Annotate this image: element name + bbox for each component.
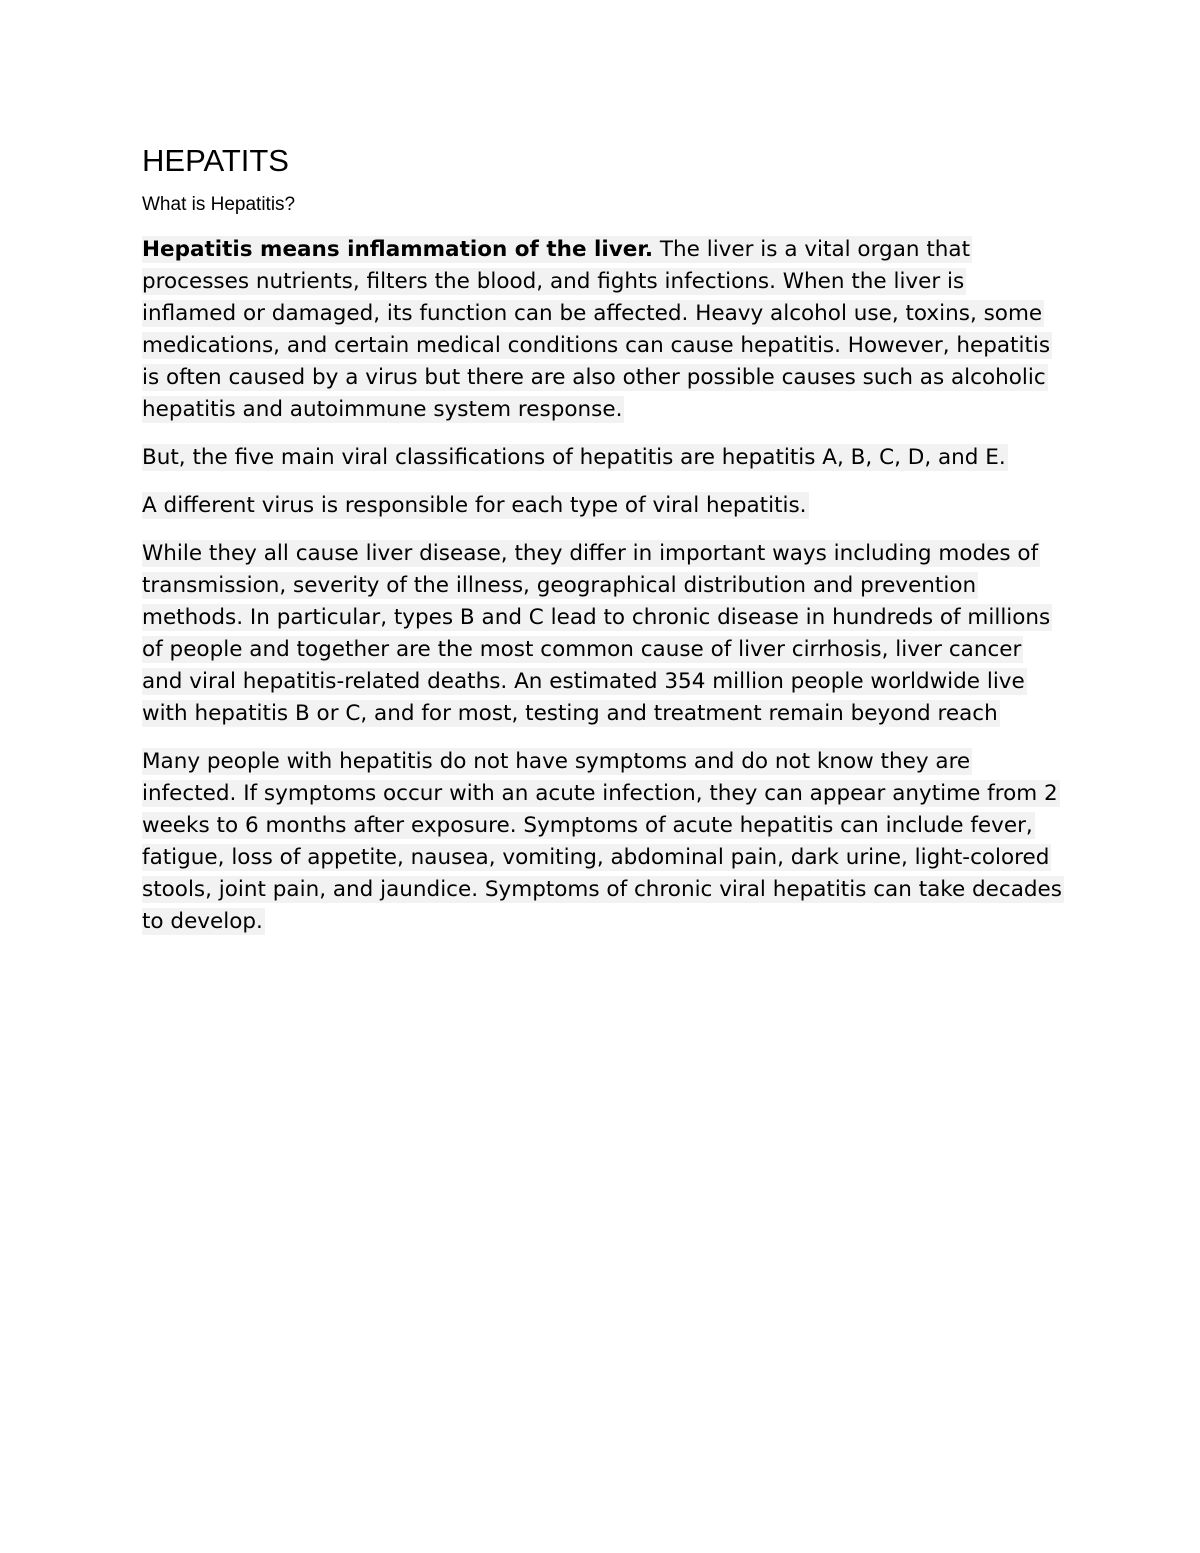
paragraph-symptoms <box>142 746 1062 938</box>
paragraph-differences <box>142 538 1062 730</box>
paragraph-virus-types-text: A different virus is responsible for each type of viral hepatitis. <box>142 493 807 518</box>
paragraph-definition <box>142 234 1062 426</box>
document-subtitle: What is Hepatitis? <box>142 194 296 215</box>
document-title: HEPATITS <box>142 143 289 178</box>
paragraph-classifications <box>142 442 1062 474</box>
paragraph-symptoms-text: Many people with hepatitis do not have symptoms and do not know they are infected. If symptoms occur with an acute infection, they can appear anytime from 2 weeks to 6 months after exposure. Symptoms of acute hepatitis can include fever, fatigue, loss of appetite, nausea, vomiting, abdominal pain, dark urine, light-colored stools, joint pain, and jaundice. Symptoms of chronic viral hepatitis can take decades to develop. <box>142 749 1062 934</box>
paragraph-definition-highlight <box>142 236 1052 423</box>
paragraph-definition-text: The liver is a vital organ that processes nutrients, filters the blood, and fights infections. When the liver is inflamed or damaged, its function can be affected. Heavy alcohol use, toxins, some medications, and certain medical conditions can cause hepatitis. However, hepatitis is often caused by a virus but there are also other possible causes such as alcoholic hepatitis and autoimmune system response. <box>142 237 1051 422</box>
document-body <box>142 140 1062 938</box>
paragraph-classifications-text: But, the five main viral classifications of hepatitis are hepatitis A, B, C, D, and E. <box>142 445 1006 470</box>
paragraph-virus-types <box>142 490 1062 522</box>
paragraph-definition-lead: Hepatitis means inflammation of the liver. <box>142 237 654 262</box>
paragraph-differences-text: While they all cause liver disease, they differ in important ways including modes of transmission, severity of the illness, geographical distribution and prevention methods. In particular, types B and C lead to chronic disease in hundreds of millions of people and together are the most common cause of liver cirrhosis, liver cancer and viral hepatitis-related deaths. An estimated 354 million people worldwide live with hepatitis B or C, and for most, testing and treatment remain beyond reach <box>142 541 1051 726</box>
